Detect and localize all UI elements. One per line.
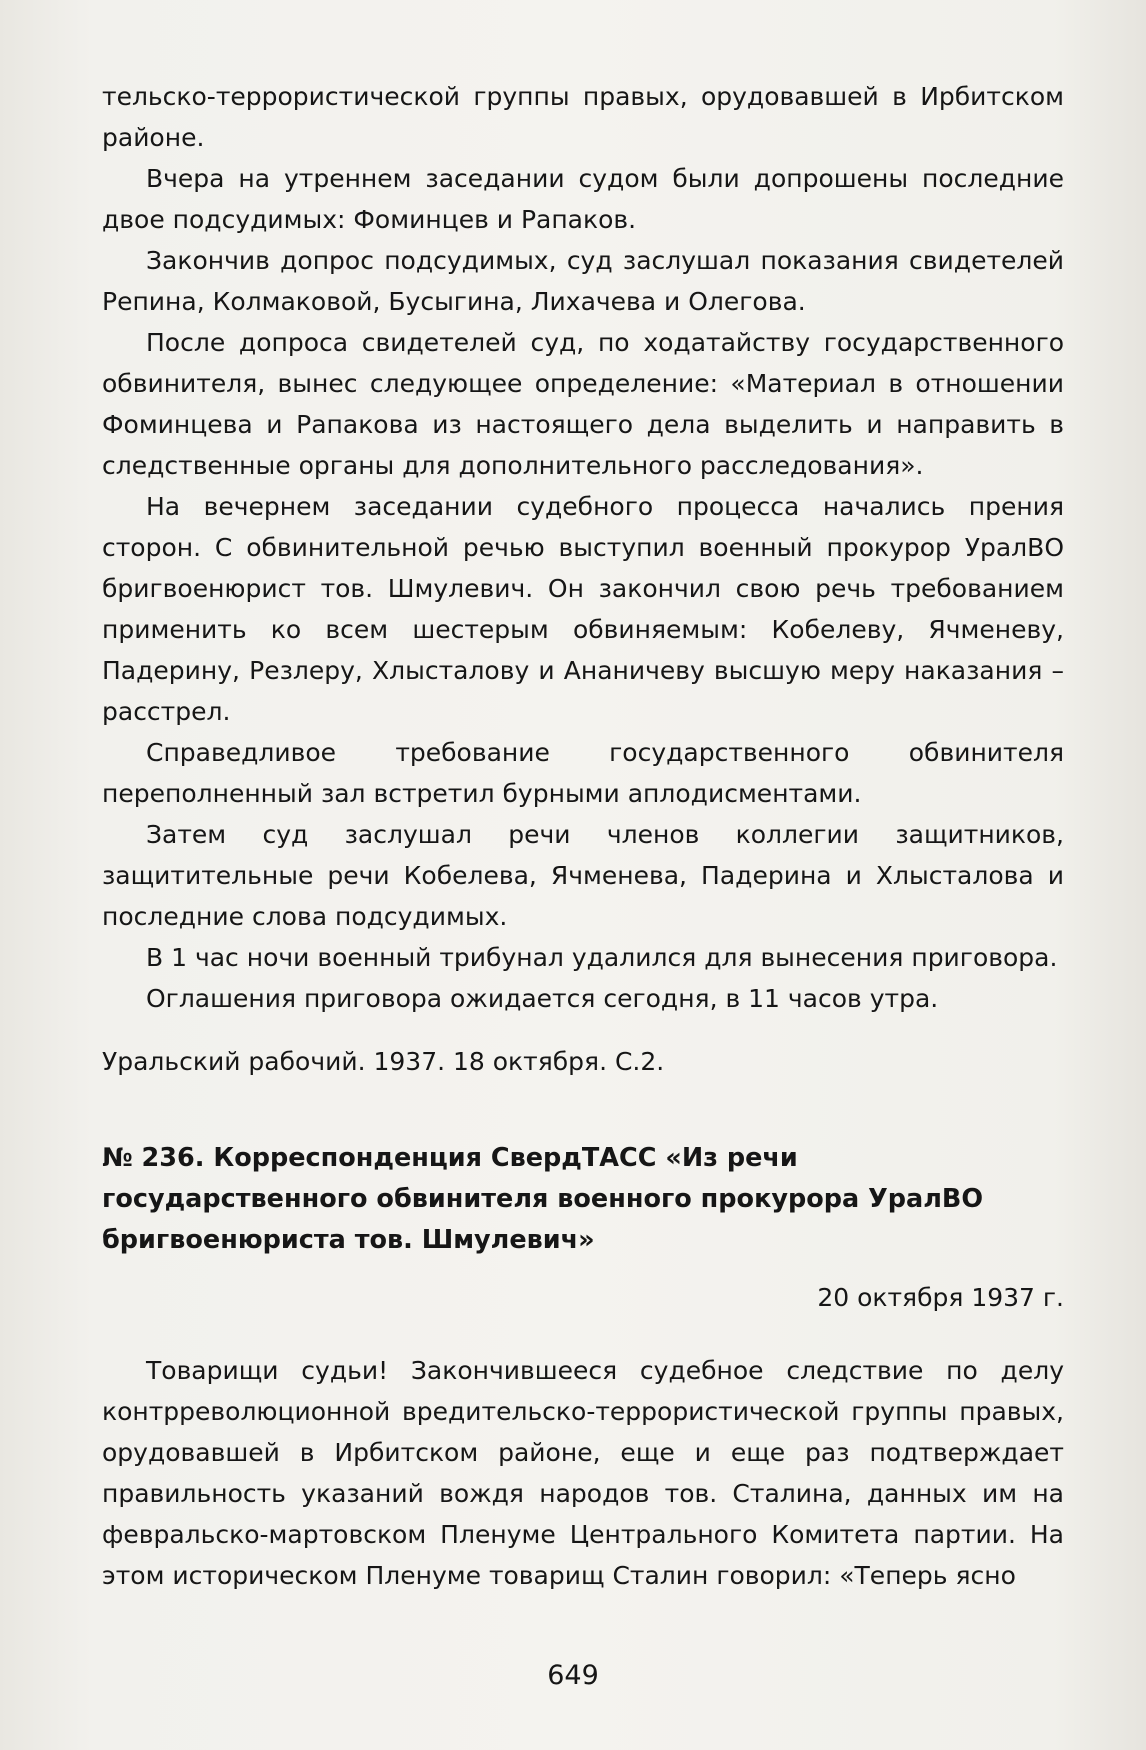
paragraph-continuation: тельско-террористической группы правых, орудовавшей в Ирбитском районе. [102,82,1064,152]
document-body [102,76,1064,1596]
paragraph-tribunal-recess: В 1 час ночи военный трибунал удалился для вынесения приговора. [146,943,1058,972]
paragraph-witnesses: Закончив допрос подсудимых, суд заслушал показания свидетелей Репина, Колмаковой, Бусыгина, Лихачева и Олегова. [102,246,1064,316]
document-date: 20 октября 1937 г. [817,1283,1064,1312]
paragraph-applause: Справедливое требование государственного обвинителя переполненный зал встретил бурными аплодисментами. [102,738,1064,808]
paragraph-verdict-expected: Оглашения приговора ожидается сегодня, в 11 часов утра. [146,984,939,1013]
document-heading: № 236. Корреспонденция СвердТАСС «Из речи государственного обвинителя военного прокурора УралВО бригвоенюриста тов. Шмулевич» [102,1143,984,1255]
paragraph-defense: Затем суд заслушал речи членов коллегии защитников, защитительные речи Кобелева, Ячменева, Падерина и Хлысталова и последние слова подсудимых. [102,820,1064,931]
paragraph-evening-session: На вечернем заседании судебного процесса начались прения сторон. С обвинительной речью выступил военный прокурор УралВО бригвоенюрист тов. Шмулевич. Он закончил свою речь требованием применить ко всем шестерым обвиняемым: Кобелеву, Ячменеву, Падерину, Резлеру, Хлысталову и Ананичеву высшую меру наказания – расстрел. [102,492,1064,726]
page-number: 649 [547,1660,599,1691]
source-citation: Уральский рабочий. 1937. 18 октября. С.2. [102,1047,665,1076]
paragraph-morning-session: Вчера на утреннем заседании судом были допрошены последние двое подсудимых: Фоминцев и Рапаков. [102,164,1064,234]
paragraph-speech: Товарищи судьи! Закончившееся судебное следствие по делу контрреволюционной вредительско-террористической группы правых, орудовавшей в Ирбитском районе, еще и еще раз подтверждает правильность указаний вождя народов тов. Сталина, данных им на февральско-мартовском Пленуме Центрального Комитета партии. На этом историческом Пленуме товарищ Сталин говорил: «Теперь ясно [102,1356,1064,1590]
paragraph-court-ruling: После допроса свидетелей суд, по ходатайству государственного обвинителя, вынес следующее определение: «Материал в отношении Фоминцева и Рапакова из настоящего дела выделить и направить в следственные органы для дополнительного расследования». [102,328,1064,480]
